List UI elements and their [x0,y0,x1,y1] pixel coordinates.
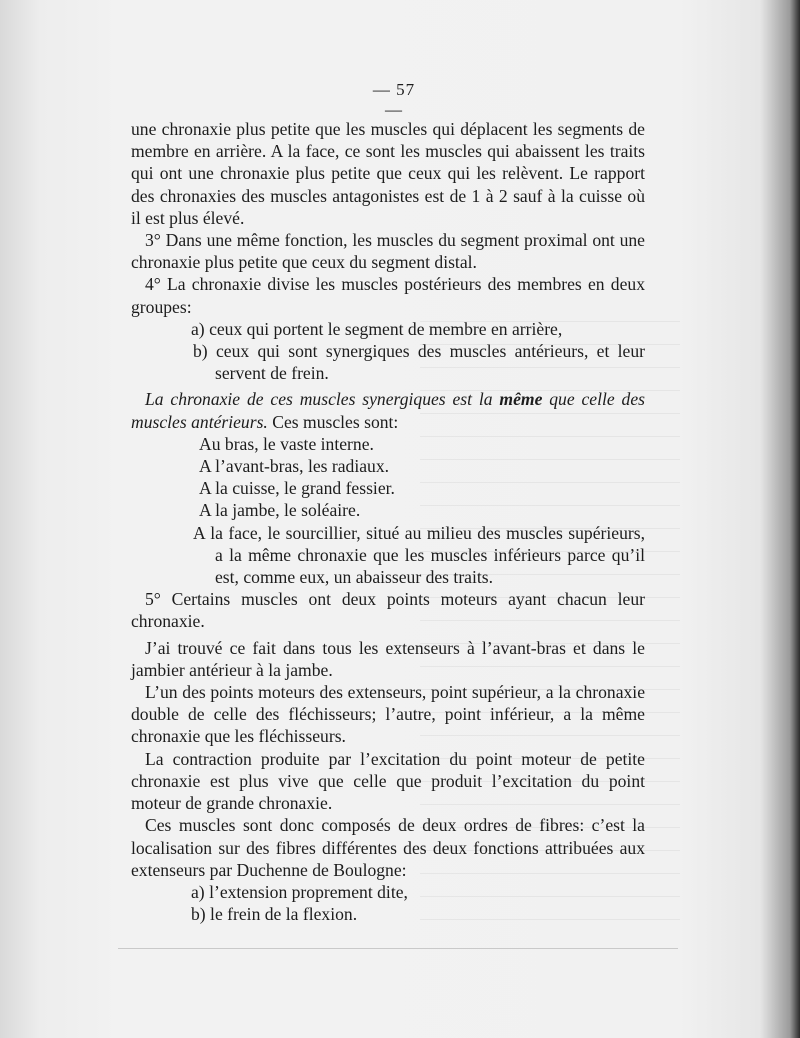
list-item-extension: a) l’extension proprement dite, [191,881,408,902]
italic-statement-b: que celle des muscles antérieurs. [131,389,645,432]
paragraph-contraction: La contraction produite par l’excitation du point moteur de petite chronaxie est plus vive que celle que produit l’excitation du point moteur de grande chronaxie. [131,748,645,814]
muscle-item-bras: Au bras, le vaste interne. [199,433,374,454]
bold-word-meme: même [499,389,543,410]
paragraph-synergic-muscles [131,388,645,432]
muscle-item-cuisse: A la cuisse, le grand fessier. [199,478,395,499]
paragraph-point-5: 5° Certains muscles ont deux points moteurs ayant chacun leur chronaxie. [131,589,645,632]
statement-tail: Ces muscles sont: [267,411,399,432]
list-item-frein: b) le frein de la flexion. [191,904,358,925]
list-item-b: b) ceux qui sont synergiques des muscles antérieurs, et leur servent de frein. [193,341,645,384]
paragraph-point-4: 4° La chronaxie divise les muscles postérieurs des membres en deux groupes: [131,274,645,317]
page-shadow-line [118,948,678,949]
list-item-a: a) ceux qui portent le segment de membre en arrière, [191,318,563,339]
paragraph-chronaxie-comparison: une chronaxie plus petite que les muscles qui déplacent les segments de membre en arrière. A la face, ce sont les muscles qui abaissent les traits qui ont une chronaxie plus petite que ceux qui les relèvent. Le rapport des chronaxies des muscles antagonistes est de 1 à 2 sauf à la cuisse où il est plus élevé. [131,119,645,228]
muscle-item-face: A la face, le sourcillier, situé au milieu des muscles supérieurs, a la même chronaxie que les muscles inférieurs parce qu’il est, comme eux, un abaisseur des traits. [193,522,645,588]
body-text [131,118,645,925]
page-number: — 57 — [372,80,416,119]
italic-statement-a: La chronaxie de ces muscles synergiques est la [145,389,500,410]
paragraph-points-moteurs: L’un des points moteurs des extenseurs, point supérieur, a la chronaxie double de celle des fléchisseurs; l’autre, point inférieur, a la même chronaxie que les fléchisseurs. [131,682,645,747]
paragraph-extenseurs: J’ai trouvé ce fait dans tous les extenseurs à l’avant-bras et dans le jambier antérieur à la jambe. [131,637,645,680]
paragraph-fibres: Ces muscles sont donc composés de deux ordres de fibres: c’est la localisation sur des fibres différentes des deux fonctions attribuées aux extenseurs par Duchenne de Boulogne: [131,815,645,880]
muscle-item-avant-bras: A l’avant-bras, les radiaux. [199,456,390,477]
paragraph-point-3: 3° Dans une même fonction, les muscles du segment proximal ont une chronaxie plus petite que ceux du segment distal. [131,230,645,273]
muscle-item-jambe: A la jambe, le soléaire. [199,500,361,521]
